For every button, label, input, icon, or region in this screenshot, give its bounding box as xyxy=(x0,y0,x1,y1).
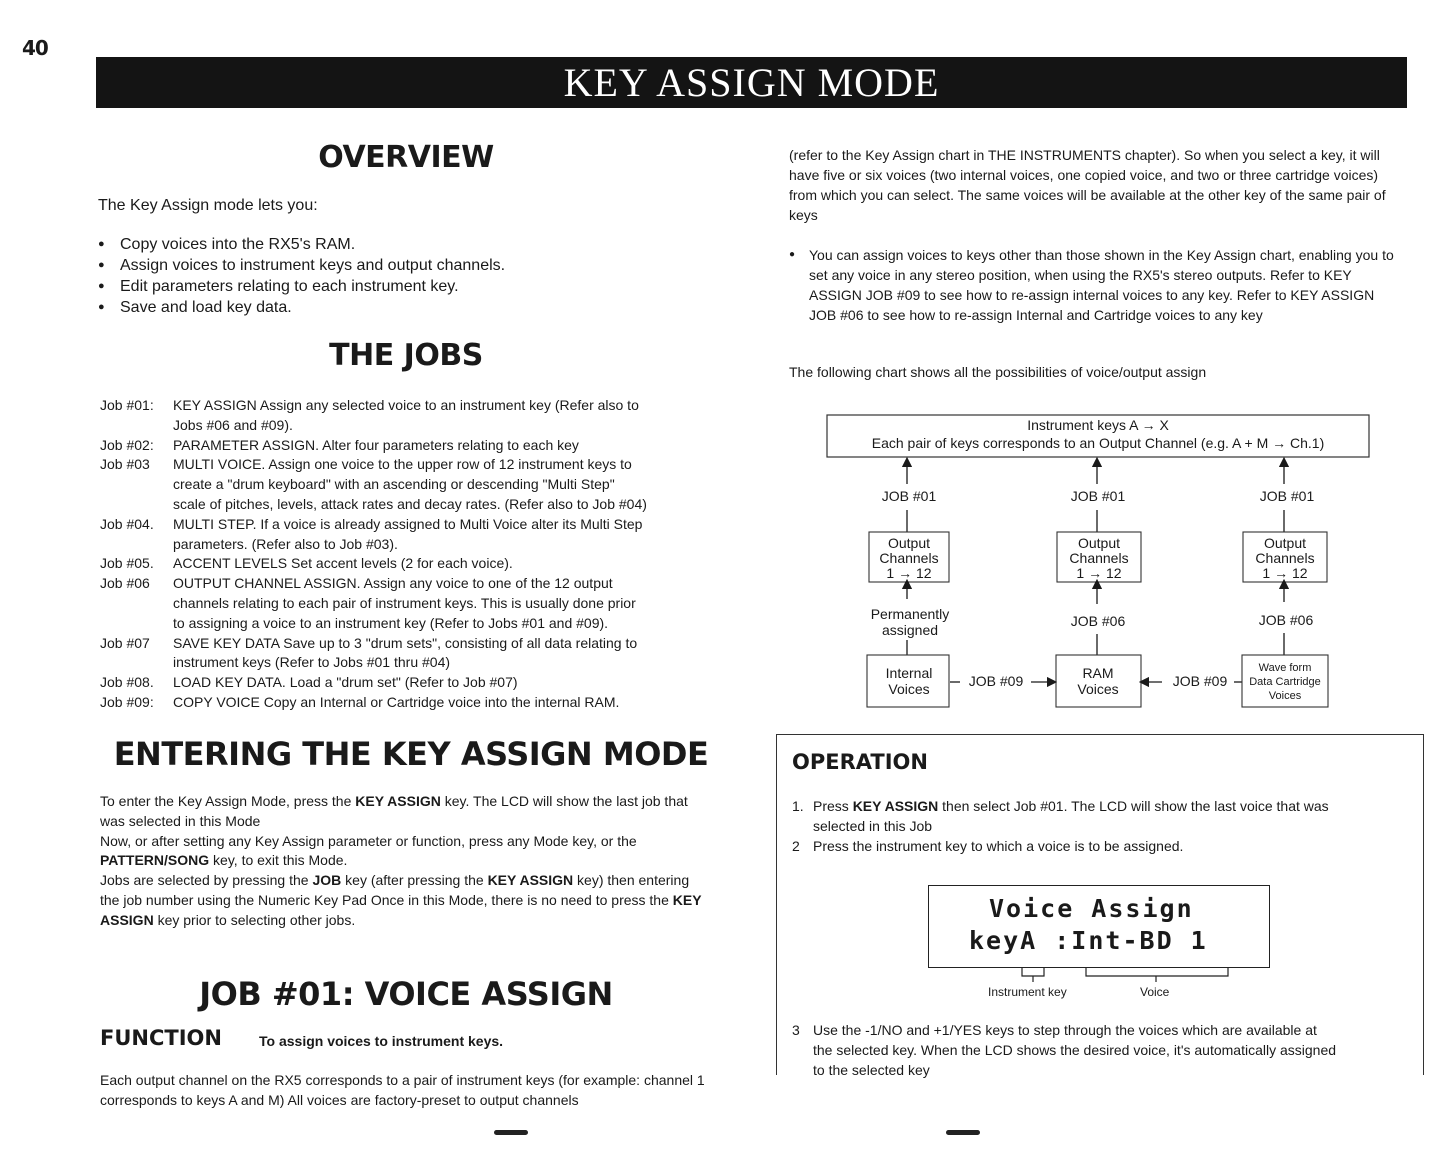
jobs-heading: THE JOBS xyxy=(329,338,483,373)
job-row xyxy=(100,515,720,555)
entering-paragraph-2: Now, or after setting any Key Assign parameter or function, press any Mode key, or the PATTERN/SONG key, to exit this Mode. xyxy=(100,832,637,869)
output-range: 1 → 12 xyxy=(886,565,932,581)
lcd-brackets xyxy=(1020,968,1235,982)
output-sub: Channels xyxy=(879,550,939,566)
lcd-label-voice: Voice xyxy=(1140,985,1170,999)
job-row xyxy=(100,396,720,436)
job-row xyxy=(100,634,720,674)
wave-label: Wave form xyxy=(1258,662,1312,674)
job-row xyxy=(100,455,720,514)
permanently-label: Permanently xyxy=(870,606,950,622)
output-range: 1 → 12 xyxy=(1076,565,1122,581)
page-mark xyxy=(494,1130,528,1135)
job01-paragraph: Each output channel on the RX5 corresponds to a pair of instrument keys (for example: channel 1 corresponds to keys A and M) All voices are factory-preset to output channels xyxy=(100,1072,705,1108)
overview-bullets xyxy=(98,234,505,318)
job09-label: JOB #09 xyxy=(1172,673,1228,689)
list-item: ● Assign voices to instrument keys and output channels. xyxy=(98,255,505,276)
job-number: Job #06 xyxy=(100,575,150,592)
chart-intro: The following chart shows all the possibilities of voice/output assign xyxy=(789,364,1207,380)
job-number: Job #09: xyxy=(100,693,154,710)
lcd-line-1: Voice Assign xyxy=(989,894,1194,923)
job-number: Job #04. xyxy=(100,515,154,532)
job01-label: JOB #01 xyxy=(1070,488,1126,504)
page-mark xyxy=(946,1130,980,1135)
continuation-paragraph: (refer to the Key Assign chart in THE INSTRUMENTS chapter). So when you select a key, it will have five or six voices (two internal voices, one copied voice, and two or three cartridge voices) from which you can select. The same voices will be available at the other key of the same pair of keys xyxy=(789,147,1386,223)
job-description: PARAMETER ASSIGN. Alter four parameters relating to each key xyxy=(173,436,579,453)
function-text: To assign voices to instrument keys. xyxy=(259,1033,504,1049)
job-row xyxy=(100,574,720,633)
job-row xyxy=(100,436,720,456)
job01-heading: JOB #01: VOICE ASSIGN xyxy=(199,975,613,1013)
list-item: ● Copy voices into the RX5's RAM. xyxy=(98,234,505,255)
job09-label: JOB #09 xyxy=(968,673,1024,689)
entering-paragraph-3: Jobs are selected by pressing the JOB key (after pressing the KEY ASSIGN key) then entering the job number using the Numeric Key Pad Once in this Mode, there is no need to press the KEY ASSIGN key prior to selecting other jobs. xyxy=(100,872,702,928)
voices-label: Voices xyxy=(1268,690,1302,702)
output-title: Output xyxy=(1263,535,1307,551)
page-title: KEY ASSIGN MODE xyxy=(96,57,1407,108)
diagram-top-line1: Instrument keys A → X xyxy=(1027,417,1169,433)
operation-step-3 xyxy=(792,1020,1412,1080)
output-title: Output xyxy=(1077,535,1121,551)
job-number: Job #01: xyxy=(100,397,154,413)
entering-text xyxy=(100,792,710,931)
job-description: MULTI STEP. If a voice is already assigned to Multi Voice alter its Multi Step parameters. (Refer also to Job #03). xyxy=(173,515,643,552)
operation-heading: OPERATION xyxy=(792,750,928,774)
job-description: COPY VOICE Copy an Internal or Cartridge voice into the internal RAM. xyxy=(173,693,620,710)
job-row xyxy=(100,693,720,713)
job-description: LOAD KEY DATA. Load a "drum set" (Refer to Job #07) xyxy=(173,674,518,691)
job-row xyxy=(100,673,720,693)
output-range: 1 → 12 xyxy=(1262,565,1308,581)
voice-bracket xyxy=(1086,968,1228,982)
output-sub: Channels xyxy=(1255,550,1315,566)
job-description: SAVE KEY DATA Save up to 3 "drum sets", consisting of all data relating to instrument keys (Refer to Jobs #01 thru #04) xyxy=(173,634,638,671)
ram-label: RAM xyxy=(1082,665,1114,681)
job01-label: JOB #01 xyxy=(881,488,937,504)
job-description: KEY ASSIGN Assign any selected voice to an instrument key (Refer also to Jobs #06 and #09). xyxy=(173,397,639,433)
entering-heading: ENTERING THE KEY ASSIGN MODE xyxy=(113,735,709,773)
job01-label: JOB #01 xyxy=(1259,488,1315,504)
job-number: Job #03 xyxy=(100,456,150,473)
job-number: Job #05. xyxy=(100,555,154,572)
step-row: 1. Press KEY ASSIGN then select Job #01. The LCD will show the last voice that was selected in this Job xyxy=(792,798,1329,834)
jobs-list xyxy=(100,396,720,713)
function-label: FUNCTION xyxy=(100,1026,222,1050)
step-row: 3 Use the -1/NO and +1/YES keys to step through the voices which are available at the selected key. When the LCD shows the desired voice, it's automatically assigned to the selected key xyxy=(792,1022,1337,1078)
job-number: Job #08. xyxy=(100,674,154,691)
assign-bullet: ● You can assign voices to keys other than those shown in the Key Assign chart, enabling you to set any voice in any stereo position, when using the RX5's stereo outputs. Refer to KEY ASSIGN JOB #09 to see how to re-assign internal voices to any key. Refer to KEY ASSIGN JOB #06 to see how to re-assign Internal and Cartridge voices to any key xyxy=(789,247,1394,323)
voices-label: Voices xyxy=(1077,681,1119,697)
page-number: 40 xyxy=(22,36,48,60)
output-sub: Channels xyxy=(1069,550,1129,566)
job-row xyxy=(100,554,720,574)
entering-paragraph-1: To enter the Key Assign Mode, press the KEY ASSIGN key. The LCD will show the last job that was selected in this Mode xyxy=(100,793,688,829)
overview-heading: OVERVIEW xyxy=(318,140,494,175)
assigned-label: assigned xyxy=(881,622,939,638)
job-description: MULTI VOICE. Assign one voice to the upper row of 12 instrument keys to create a "drum keyboard" with an ascending or descending "Multi Step" scale of pitches, levels, attack rates and decay rates. (Refer also to Job #04) xyxy=(173,456,647,512)
job06-label: JOB #06 xyxy=(1258,612,1314,628)
instrument-key-bracket xyxy=(1022,968,1044,982)
overview-intro: The Key Assign mode lets you: xyxy=(98,197,318,214)
job06-label: JOB #06 xyxy=(1070,613,1126,629)
output-title: Output xyxy=(887,535,931,551)
list-item: ● Save and load key data. xyxy=(98,297,505,318)
job-description: OUTPUT CHANNEL ASSIGN. Assign any voice to one of the 12 output channels relating to each pair of instrument keys. This is usually done prior to assigning a voice to an instrument key (Refer to Jobs #01 and #09). xyxy=(173,575,636,631)
operation-steps xyxy=(792,796,1402,856)
diagram-top-line2: Each pair of keys corresponds to an Output Channel (e.g. A + M → Ch.1) xyxy=(871,435,1325,451)
voice-output-diagram xyxy=(826,414,1371,714)
job-number: Job #02: xyxy=(100,436,154,453)
job-number: Job #07 xyxy=(100,634,150,651)
cartridge-label: Data Cartridge xyxy=(1249,676,1321,688)
lcd-label-key: Instrument key xyxy=(988,985,1067,999)
step-row: 2 Press the instrument key to which a voice is to be assigned. xyxy=(792,838,1184,854)
lcd-line-2: keyA :Int-BD 1 xyxy=(969,926,1208,955)
list-item: ● Edit parameters relating to each instrument key. xyxy=(98,276,505,297)
bullet-icon: ● xyxy=(789,249,796,260)
internal-label: Internal xyxy=(885,665,933,681)
voices-label: Voices xyxy=(888,681,930,697)
lcd-display xyxy=(928,885,1270,968)
job-description: ACCENT LEVELS Set accent levels (2 for each voice). xyxy=(173,555,513,572)
